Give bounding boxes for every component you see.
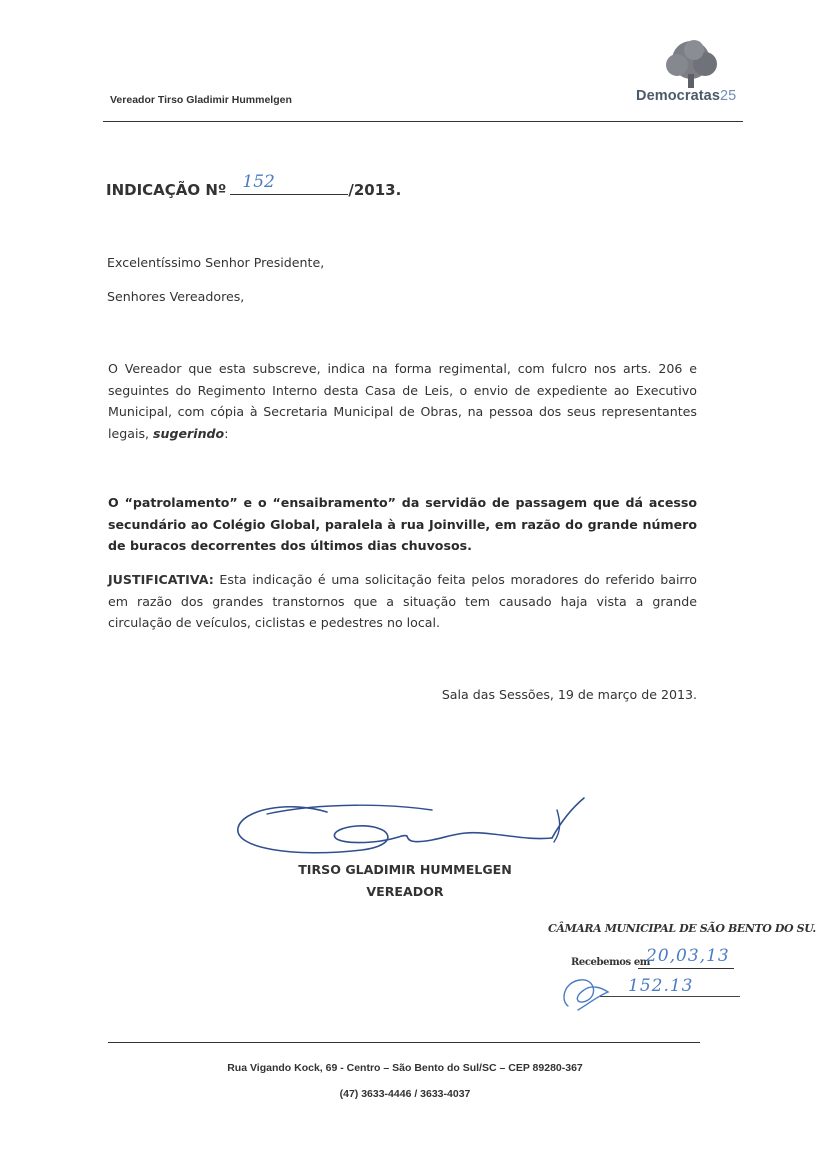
handwritten-signature bbox=[232, 790, 592, 870]
header-divider bbox=[103, 121, 743, 122]
justification-label: JUSTIFICATIVA: bbox=[108, 572, 214, 587]
justification-text: Esta indicação é uma solicitação feita pelos moradores do referido bairro em razão dos grandes transtornos que a situação tem causado haja vista a grande circulação de veículos, ciclistas e pedestres no local. bbox=[108, 572, 697, 630]
signatory-name: TIRSO GLADIMIR HUMMELGEN bbox=[298, 862, 512, 877]
body-paragraph-request: O “patrolamento” e o “ensaibramento” da servidão de passagem que dá acesso secundário ao Colégio Global, paralela à rua Joinville, em razão do grande número de buracos decorrentes dos últimos dias chuvosos. bbox=[108, 495, 697, 553]
handwritten-number: 152 bbox=[242, 172, 275, 192]
body-paragraph-justification bbox=[108, 569, 697, 634]
footer-phones: (47) 3633-4446 / 3633-4037 bbox=[339, 1088, 471, 1100]
header-author: Vereador Tirso Gladimir Hummelgen bbox=[110, 94, 292, 106]
greeting-president: Excelentíssimo Senhor Presidente, bbox=[107, 255, 325, 270]
para1-emphasis: sugerindo bbox=[153, 425, 225, 441]
document-title bbox=[106, 172, 402, 199]
logo-number: 25 bbox=[720, 88, 737, 104]
title-number-blank bbox=[230, 172, 348, 195]
stamp-protocol-number: 152.13 bbox=[628, 976, 694, 996]
logo-name: Democratas bbox=[636, 88, 721, 104]
stamp-received-date: 20,03,13 bbox=[646, 946, 730, 966]
stamp-initials-scribble bbox=[558, 970, 618, 1014]
title-prefix: INDICAÇÃO Nº bbox=[106, 181, 227, 199]
stamp-title: CÂMARA MUNICIPAL DE SÃO BENTO DO SU. bbox=[548, 922, 816, 935]
para1-end: : bbox=[224, 425, 229, 441]
stamp-protocol-line bbox=[600, 996, 740, 997]
body-paragraph-intro bbox=[108, 358, 697, 444]
stamp-received-label: Recebemos em bbox=[571, 957, 650, 968]
para1-text: O Vereador que esta subscreve, indica na forma regimental, com fulcro nos arts. 206 e seguintes do Regimento Interno desta Casa de Leis, o envio de expediente ao Executivo Municipal, com cópia à Secretaria Municipal de Obras, na pessoa dos seus representantes legais, bbox=[108, 361, 697, 441]
footer-divider bbox=[108, 1042, 700, 1043]
title-suffix: /2013. bbox=[348, 181, 402, 199]
place-date: Sala das Sessões, 19 de março de 2013. bbox=[441, 687, 697, 702]
stamp-date-line bbox=[638, 968, 734, 969]
footer-address: Rua Vigando Kock, 69 - Centro – São Bento do Sul/SC – CEP 89280-367 bbox=[227, 1062, 583, 1074]
greeting-councilors: Senhores Vereadores, bbox=[107, 289, 245, 304]
logo-text bbox=[636, 88, 736, 104]
signatory-role: VEREADOR bbox=[366, 884, 444, 899]
